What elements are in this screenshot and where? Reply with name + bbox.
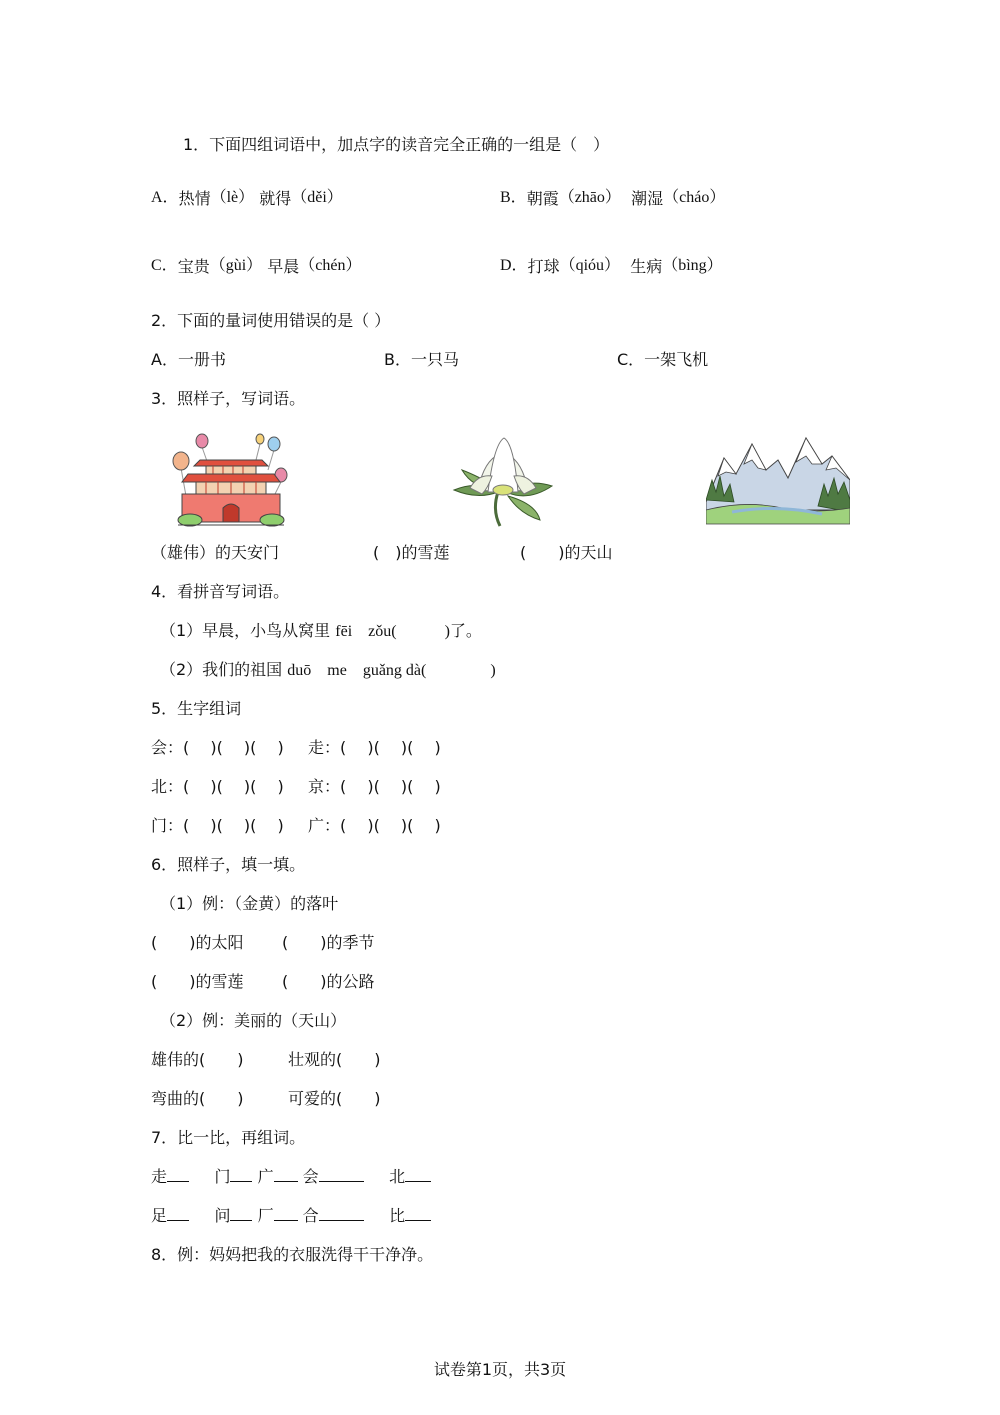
tiananmen-illustration	[168, 430, 292, 528]
q2-option-b: B．一只马	[384, 350, 459, 369]
q5-row-1-right: 走：( )( )( )	[308, 738, 441, 757]
q5-row-3-right: 广：( )( )( )	[308, 816, 441, 835]
q5-row-2-left: 北：( )( )( )	[151, 777, 284, 796]
q6-blank-season: ( )的季节	[282, 933, 375, 952]
q6-example-2: （2）例：美丽的（天山）	[160, 1011, 347, 1030]
q4-item-1: （1）早晨，小鸟从窝里 fēi zǒu( )了。	[160, 621, 482, 640]
tianshan-mountains-illustration	[706, 430, 850, 526]
q5-row-3-left: 门：( )( )( )	[151, 816, 284, 835]
q6-blank-lotus: ( )的雪莲	[151, 972, 244, 991]
q1-stem: 1．下面四组词语中，加点字的读音完全正确的一组是（ ）	[183, 135, 610, 154]
q3-stem: 3．照样子，写词语。	[151, 389, 306, 408]
q3-caption-2: ( )的雪莲	[373, 543, 450, 562]
q1-option-b: B．朝霞（zhāo） 潮湿（cháo）	[500, 189, 726, 208]
q6-blank-sun: ( )的太阳	[151, 933, 244, 952]
q5-stem: 5．生字组词	[151, 699, 242, 718]
page-footer: 试卷第1页，共3页	[433, 1360, 567, 1379]
q7-row-2: 足 问 厂 合 比	[151, 1206, 431, 1226]
q6-blank-magnificent: 壮观的( )	[288, 1050, 381, 1069]
snow-lotus-illustration	[448, 430, 558, 530]
q6-blank-grand: 雄伟的( )	[151, 1050, 244, 1069]
q5-row-2-right: 京：( )( )( )	[308, 777, 441, 796]
q8-stem: 8．例：妈妈把我的衣服洗得干干净净。	[151, 1245, 434, 1264]
q7-row-1: 走 门 广 会 北	[151, 1167, 431, 1187]
q6-blank-lovely: 可爱的( )	[288, 1089, 381, 1108]
q6-blank-winding: 弯曲的( )	[151, 1089, 244, 1108]
q6-example-1: （1）例：（金黄）的落叶	[160, 894, 339, 913]
q4-item-2: （2）我们的祖国 duō me guǎng dà( )	[160, 660, 496, 679]
q2-option-c: C．一架飞机	[617, 350, 709, 369]
q5-row-1-left: 会：( )( )( )	[151, 738, 284, 757]
q1-option-c: C．宝贵（gùi） 早晨（chén）	[151, 257, 362, 276]
q1-option-a: A．热情（lè） 就得（děi）	[151, 189, 343, 208]
q6-stem: 6．照样子，填一填。	[151, 855, 306, 874]
q3-caption-1: （雄伟）的天安门	[151, 543, 280, 562]
q4-stem: 4．看拼音写词语。	[151, 582, 290, 601]
q1-option-d: D．打球（qióu） 生病（bìng）	[500, 257, 723, 276]
q6-blank-road: ( )的公路	[282, 972, 375, 991]
q2-stem: 2．下面的量词使用错误的是（ ）	[151, 311, 391, 330]
q3-caption-3: ( )的天山	[520, 543, 613, 562]
q7-stem: 7．比一比，再组词。	[151, 1128, 306, 1147]
q2-option-a: A．一册书	[151, 350, 226, 369]
